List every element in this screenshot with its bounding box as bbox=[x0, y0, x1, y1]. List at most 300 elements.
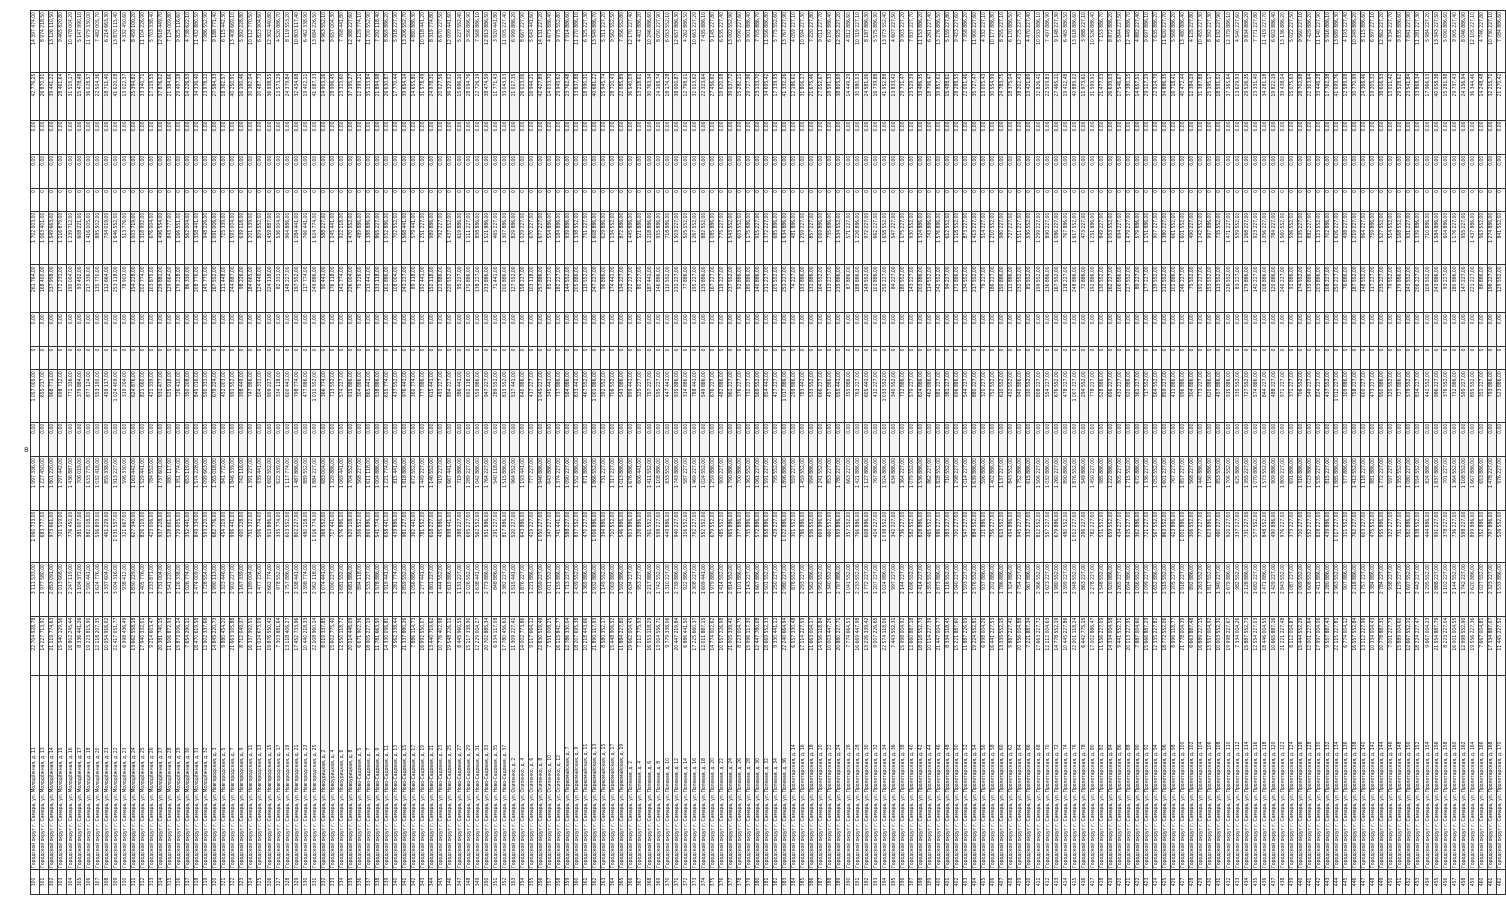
value-cell: 0,00 bbox=[248, 422, 257, 456]
table-row bbox=[1451, 11, 1460, 895]
value-cell: 0 bbox=[1008, 188, 1017, 211]
value-cell: 0,00 bbox=[1388, 154, 1397, 188]
value-cell: 0,00 bbox=[899, 313, 908, 347]
value-cell: 0 bbox=[555, 188, 564, 211]
value-cell: 0,00 bbox=[1478, 313, 1487, 347]
value-cell: 0,00 bbox=[94, 313, 103, 347]
value-cell: 2 888 227,00 bbox=[1433, 563, 1442, 617]
value-cell: 0,00 bbox=[239, 120, 248, 154]
value-cell: 1 639 886,00 bbox=[971, 457, 980, 511]
value-cell: 0,00 bbox=[320, 154, 329, 188]
value-cell: 606 441,00 bbox=[637, 457, 646, 511]
value-cell: 30 770,99 bbox=[1351, 72, 1360, 120]
value-cell: 92 886,00 bbox=[736, 265, 745, 313]
address-cell: Городской округ г. Самара, ул. Пролетарская, д. 62 bbox=[1008, 676, 1017, 870]
table-row bbox=[139, 11, 148, 895]
value-cell: 477 886,00 bbox=[302, 370, 311, 422]
table-row bbox=[1026, 11, 1035, 895]
value-cell: 1 004 886,00 bbox=[374, 457, 383, 511]
row-number-cell: 305 bbox=[76, 869, 85, 894]
value-cell: 0,00 bbox=[157, 154, 166, 188]
value-cell: 1 012 227,00 bbox=[1333, 370, 1342, 422]
value-cell: 2 442 227,00 bbox=[1415, 563, 1424, 617]
value-cell: 0,00 bbox=[356, 120, 365, 154]
value-cell: 8 223 227,04 bbox=[1442, 616, 1451, 675]
value-cell: 1 260 227,00 bbox=[1053, 457, 1062, 511]
value-cell: 0 bbox=[1279, 347, 1288, 370]
value-cell: 0,00 bbox=[573, 154, 582, 188]
table-row bbox=[1424, 11, 1433, 895]
value-cell: 0 bbox=[971, 188, 980, 211]
row-number-cell: 423 bbox=[1143, 869, 1152, 894]
value-cell: 6 334 117,08 bbox=[492, 616, 501, 675]
row-number-cell: 320 bbox=[211, 869, 220, 894]
value-cell: 473 227,00 bbox=[1369, 370, 1378, 422]
value-cell: 21 890 117,93 bbox=[591, 616, 600, 675]
value-cell: 2 533 227,00 bbox=[365, 563, 374, 617]
value-cell: 29 528,62 bbox=[1397, 72, 1406, 120]
value-cell: 22 240 664,94 bbox=[781, 616, 790, 675]
value-cell: 0 bbox=[591, 347, 600, 370]
value-cell: 498 227,00 bbox=[1342, 211, 1351, 265]
value-cell: 0,00 bbox=[266, 120, 275, 154]
value-cell: 0,00 bbox=[365, 313, 374, 347]
value-cell: 653 119,00 bbox=[184, 457, 193, 511]
value-cell: 0,00 bbox=[1152, 154, 1161, 188]
value-cell: 488 227,00 bbox=[1270, 370, 1279, 422]
value-cell: 751 332,00 bbox=[248, 510, 257, 562]
table-row bbox=[184, 11, 193, 895]
value-cell: 5 984 227,20 bbox=[1424, 11, 1433, 73]
value-cell: 0 bbox=[546, 188, 555, 211]
value-cell: 0,00 bbox=[646, 422, 655, 456]
value-cell: 1 323 552,00 bbox=[1315, 211, 1324, 265]
value-cell: 42 427,89 bbox=[537, 72, 546, 120]
value-cell: 340 552,00 bbox=[890, 370, 899, 422]
value-cell: 0 bbox=[438, 347, 447, 370]
value-cell: 544 227,00 bbox=[962, 370, 971, 422]
table-row bbox=[1261, 11, 1270, 895]
value-cell: 1 356 227,00 bbox=[1261, 211, 1270, 265]
value-cell: 1 506 227,00 bbox=[1035, 457, 1044, 511]
row-number-cell: 415 bbox=[1071, 869, 1080, 894]
value-cell: 14 845 220,73 bbox=[211, 616, 220, 675]
value-cell: 0,00 bbox=[293, 120, 302, 154]
row-number-cell: 455 bbox=[1433, 869, 1442, 894]
value-cell: 0 bbox=[1080, 188, 1089, 211]
value-cell: 1 374 227,00 bbox=[555, 457, 564, 511]
value-cell: 0 bbox=[1098, 347, 1107, 370]
value-cell: 0,00 bbox=[1315, 120, 1324, 154]
table-row bbox=[501, 11, 510, 895]
value-cell: 1 168 227,00 bbox=[1243, 211, 1252, 265]
value-cell: 0,00 bbox=[1098, 120, 1107, 154]
value-cell: 0 bbox=[401, 188, 410, 211]
value-cell: 1 069 886,00 bbox=[818, 211, 827, 265]
value-cell: 634 886,00 bbox=[890, 457, 899, 511]
value-cell: 0 bbox=[1433, 347, 1442, 370]
value-cell: 553 190,00 bbox=[94, 370, 103, 422]
value-cell: 826 119,00 bbox=[139, 510, 148, 562]
value-cell: 32 826,41 bbox=[1035, 72, 1044, 120]
value-cell: 205 886,00 bbox=[573, 265, 582, 313]
value-cell: 1 772 227,00 bbox=[1378, 457, 1387, 511]
value-cell: 247 227,00 bbox=[591, 265, 600, 313]
address-cell: Городской округ г. Самара, ул. Осипенко, д. 6 bbox=[528, 676, 537, 870]
value-cell: 0,00 bbox=[863, 422, 872, 456]
value-cell: 0,00 bbox=[202, 120, 211, 154]
value-cell: 0,00 bbox=[1469, 120, 1478, 154]
value-cell: 7 356 552,80 bbox=[619, 11, 628, 73]
value-cell: 0,00 bbox=[1424, 422, 1433, 456]
row-number-cell: 360 bbox=[573, 869, 582, 894]
value-cell: 919 227,00 bbox=[438, 457, 447, 511]
value-cell: 10 334 004,43 bbox=[1369, 616, 1378, 675]
value-cell: 0,00 bbox=[754, 422, 763, 456]
value-cell: 938 227,00 bbox=[1388, 563, 1397, 617]
value-cell: 0,00 bbox=[130, 422, 139, 456]
address-cell: Городской округ г. Самара, ул. Ново-Садовая, д. 29 bbox=[465, 676, 474, 870]
value-cell: 34 695,42 bbox=[763, 72, 772, 120]
value-cell: 0,00 bbox=[962, 422, 971, 456]
value-cell: 903 886,00 bbox=[628, 510, 637, 562]
value-cell: 11 700 552,90 bbox=[365, 11, 374, 73]
value-cell: 582 552,00 bbox=[908, 510, 917, 562]
value-cell: 17 225 660,37 bbox=[691, 616, 700, 675]
value-cell: 10 249 886,20 bbox=[1351, 11, 1360, 73]
value-cell: 0,00 bbox=[980, 313, 989, 347]
value-cell: 217 336,00 bbox=[85, 265, 94, 313]
value-cell: 0 bbox=[863, 347, 872, 370]
value-cell: 0 bbox=[347, 347, 356, 370]
value-cell: 514 227,00 bbox=[980, 211, 989, 265]
value-cell: 0,00 bbox=[763, 313, 772, 347]
value-cell: 0,00 bbox=[1161, 154, 1170, 188]
value-cell: 0,00 bbox=[1044, 120, 1053, 154]
value-cell: 0,00 bbox=[1243, 154, 1252, 188]
value-cell: 124 446,00 bbox=[257, 265, 266, 313]
value-cell: 335 774,00 bbox=[275, 510, 284, 562]
value-cell: 22 504,36 bbox=[94, 72, 103, 120]
value-cell: 11 419 227,70 bbox=[1261, 11, 1270, 73]
address-cell: Городской округ г. Самара, ул. Молодёжная, д. 11 bbox=[31, 676, 40, 870]
value-cell: 996 886,00 bbox=[1179, 370, 1188, 422]
value-cell: 0,00 bbox=[139, 313, 148, 347]
value-cell: 1 329 886,00 bbox=[329, 457, 338, 511]
value-cell: 10 440 218,33 bbox=[302, 616, 311, 675]
value-cell: 0,00 bbox=[664, 120, 673, 154]
row-number-cell: 401 bbox=[944, 869, 953, 894]
value-cell: 41 087,33 bbox=[311, 72, 320, 120]
value-cell: 0,00 bbox=[329, 422, 338, 456]
value-cell: 0,00 bbox=[121, 422, 130, 456]
value-cell: 0,00 bbox=[537, 313, 546, 347]
value-cell: 0 bbox=[980, 347, 989, 370]
value-cell: 361 227,00 bbox=[1134, 370, 1143, 422]
value-cell: 0,00 bbox=[971, 154, 980, 188]
value-cell: 0,00 bbox=[999, 120, 1008, 154]
value-cell: 848 552,00 bbox=[1261, 510, 1270, 562]
row-number-cell: 364 bbox=[610, 869, 619, 894]
value-cell: 0 bbox=[483, 188, 492, 211]
value-cell: 7 986 552,90 bbox=[202, 11, 211, 73]
value-cell: 0,00 bbox=[1261, 154, 1270, 188]
value-cell: 0,00 bbox=[1288, 154, 1297, 188]
value-cell: 0,00 bbox=[564, 154, 573, 188]
value-cell: 7 221 887,34 bbox=[1026, 616, 1035, 675]
value-cell: 0,00 bbox=[582, 120, 591, 154]
value-cell: 937 886,00 bbox=[980, 563, 989, 617]
value-cell: 0,00 bbox=[1035, 154, 1044, 188]
value-cell: 0,00 bbox=[112, 120, 121, 154]
value-cell: 0 bbox=[85, 188, 94, 211]
value-cell: 20 556 004,88 bbox=[1017, 616, 1026, 675]
value-cell: 0,00 bbox=[1415, 120, 1424, 154]
value-cell: 0 bbox=[673, 347, 682, 370]
value-cell: 598 227,00 bbox=[1460, 510, 1469, 562]
row-number-cell: 328 bbox=[284, 869, 293, 894]
value-cell: 10 003 447,26 bbox=[827, 616, 836, 675]
row-number-cell: 456 bbox=[1442, 869, 1451, 894]
value-cell: 0,00 bbox=[763, 422, 772, 456]
value-cell: 0,00 bbox=[112, 422, 121, 456]
value-cell: 1 786 886,00 bbox=[999, 563, 1008, 617]
value-cell: 299 886,00 bbox=[790, 370, 799, 422]
value-cell: 1 364 552,00 bbox=[1451, 457, 1460, 511]
table-row bbox=[1008, 11, 1017, 895]
value-cell: 255 227,00 bbox=[881, 265, 890, 313]
value-cell: 547 227,00 bbox=[962, 510, 971, 562]
value-cell: 0,00 bbox=[239, 422, 248, 456]
value-cell: 1 226 886,00 bbox=[854, 211, 863, 265]
row-number-cell: 370 bbox=[664, 869, 673, 894]
value-cell: 1 896 886,00 bbox=[781, 457, 790, 511]
row-number-cell: 436 bbox=[1261, 869, 1270, 894]
value-cell: 33 043,03 bbox=[501, 72, 510, 120]
value-cell: 0,00 bbox=[356, 422, 365, 456]
address-cell: Городской округ г. Самара, ул. Молодёжная, д. 27 bbox=[157, 676, 166, 870]
value-cell: 0 bbox=[564, 188, 573, 211]
value-cell: 322 227,00 bbox=[1388, 510, 1397, 562]
value-cell: 0,00 bbox=[302, 120, 311, 154]
value-cell: 1 391 227,00 bbox=[248, 457, 257, 511]
table-row bbox=[1469, 11, 1478, 895]
value-cell: 11 620 227,70 bbox=[1161, 11, 1170, 73]
value-cell: 1 363 552,00 bbox=[745, 457, 754, 511]
value-cell: 0,00 bbox=[1044, 154, 1053, 188]
value-cell: 16 802 245,44 bbox=[67, 616, 76, 675]
value-cell: 381 227,00 bbox=[944, 370, 953, 422]
value-cell: 16 944,21 bbox=[528, 72, 537, 120]
value-cell: 0 bbox=[1225, 188, 1234, 211]
value-cell: 0 bbox=[1044, 188, 1053, 211]
value-cell: 0,00 bbox=[691, 422, 700, 456]
value-cell: 0,00 bbox=[148, 313, 157, 347]
table-row bbox=[1017, 11, 1026, 895]
value-cell: 0 bbox=[1107, 188, 1116, 211]
value-cell: 0,00 bbox=[67, 154, 76, 188]
value-cell: 752 552,00 bbox=[989, 370, 998, 422]
address-cell: Городской округ г. Самара, ул. Полевая, д. 28 bbox=[745, 676, 754, 870]
value-cell: 1 017 227,00 bbox=[1333, 510, 1342, 562]
value-cell: 0,00 bbox=[1342, 154, 1351, 188]
value-cell: 1 324 886,00 bbox=[1008, 563, 1017, 617]
address-cell: Городской округ г. Самара, ул. Новоурицкая, д. 6 bbox=[338, 676, 347, 870]
table-row bbox=[872, 11, 881, 895]
value-cell: 19 224 552,81 bbox=[971, 616, 980, 675]
value-cell: 700 227,00 bbox=[953, 510, 962, 562]
value-cell: 1 866 552,00 bbox=[591, 457, 600, 511]
value-cell: 15 696,10 bbox=[456, 72, 465, 120]
value-cell: 17 663 227,72 bbox=[1035, 616, 1044, 675]
value-cell: 0 bbox=[1134, 347, 1143, 370]
value-cell: 0 bbox=[166, 188, 175, 211]
value-cell: 0,00 bbox=[1071, 120, 1080, 154]
value-cell: 16 115 842,77 bbox=[555, 616, 564, 675]
value-cell: 0 bbox=[1216, 188, 1225, 211]
value-cell: 1 151 886,00 bbox=[1143, 211, 1152, 265]
value-cell: 0 bbox=[85, 347, 94, 370]
value-cell: 961 227,00 bbox=[727, 370, 736, 422]
value-cell: 33 340,71 bbox=[139, 72, 148, 120]
value-cell: 0,00 bbox=[809, 422, 818, 456]
value-cell: 101 886,00 bbox=[1170, 265, 1179, 313]
value-cell: 920 227,00 bbox=[1225, 510, 1234, 562]
value-cell: 0 bbox=[818, 188, 827, 211]
value-cell: 576 886,00 bbox=[338, 510, 347, 562]
value-cell: 1 023 886,00 bbox=[1306, 457, 1315, 511]
value-cell: 250 227,00 bbox=[1333, 265, 1342, 313]
value-cell: 180 886,00 bbox=[745, 265, 754, 313]
value-cell: 0 bbox=[175, 347, 184, 370]
value-cell: 931 477,00 bbox=[157, 370, 166, 422]
value-cell: 20 778 887,31 bbox=[1378, 616, 1387, 675]
value-cell: 1 444 552,00 bbox=[438, 563, 447, 617]
value-cell: 0,00 bbox=[456, 120, 465, 154]
value-cell: 0 bbox=[727, 188, 736, 211]
table-row bbox=[1189, 11, 1198, 895]
address-cell: Городской округ г. Самара, ул. Ново-Садовая, д. 37 bbox=[501, 676, 510, 870]
value-cell: 766 441,00 bbox=[302, 211, 311, 265]
row-number-cell: 457 bbox=[1451, 869, 1460, 894]
value-cell: 419 227,00 bbox=[528, 510, 537, 562]
table-row bbox=[1080, 11, 1089, 895]
value-cell: 848 886,00 bbox=[492, 563, 501, 617]
value-cell: 0,00 bbox=[1116, 313, 1125, 347]
value-cell: 21 663 105,88 bbox=[230, 616, 239, 675]
value-cell: 1 611 118,00 bbox=[365, 457, 374, 511]
value-cell: 732 227,00 bbox=[745, 370, 754, 422]
value-cell: 0,00 bbox=[1315, 154, 1324, 188]
value-cell: 0 bbox=[926, 347, 935, 370]
value-cell: 1 280 886,00 bbox=[1324, 563, 1333, 617]
table-row bbox=[58, 11, 67, 895]
value-cell: 0,00 bbox=[220, 313, 229, 347]
value-cell: 0,00 bbox=[356, 154, 365, 188]
value-cell: 0,00 bbox=[727, 120, 736, 154]
value-cell: 0 bbox=[1388, 188, 1397, 211]
value-cell: 362 886,00 bbox=[1134, 510, 1143, 562]
value-cell: 0 bbox=[809, 347, 818, 370]
value-cell: 21 778 004,39 bbox=[1179, 616, 1188, 675]
value-cell: 0,00 bbox=[1487, 313, 1496, 347]
value-cell: 0,00 bbox=[1460, 313, 1469, 347]
value-cell: 0,00 bbox=[1451, 313, 1460, 347]
value-cell: 0 bbox=[193, 347, 202, 370]
value-cell: 41 099,76 bbox=[1333, 72, 1342, 120]
value-cell: 0 bbox=[890, 347, 899, 370]
value-cell: 543 886,00 bbox=[619, 370, 628, 422]
value-cell: 0,00 bbox=[926, 120, 935, 154]
value-cell: 18 470 619,58 bbox=[193, 616, 202, 675]
row-number-cell: 449 bbox=[1378, 869, 1387, 894]
value-cell: 0,00 bbox=[1288, 313, 1297, 347]
value-cell: 144 552,00 bbox=[564, 265, 573, 313]
value-cell: 1 638 441,00 bbox=[474, 563, 483, 617]
value-cell: 0 bbox=[1442, 188, 1451, 211]
value-cell: 490 886,00 bbox=[1270, 510, 1279, 562]
value-cell: 355 886,00 bbox=[845, 370, 854, 422]
value-cell: 0,00 bbox=[1378, 154, 1387, 188]
row-number-cell: 379 bbox=[745, 869, 754, 894]
value-cell: 18 990,31 bbox=[582, 72, 591, 120]
value-cell: 0 bbox=[718, 347, 727, 370]
value-cell: 3 920 441,80 bbox=[492, 11, 501, 73]
value-cell: 449 886,00 bbox=[664, 510, 673, 562]
value-cell: 0 bbox=[248, 188, 257, 211]
address-cell: Городской округ г. Самара, ул. Пролетарская, д. 34 bbox=[881, 676, 890, 870]
value-cell: 0,00 bbox=[1080, 120, 1089, 154]
value-cell: 0,00 bbox=[537, 154, 546, 188]
value-cell: 0,00 bbox=[989, 120, 998, 154]
value-cell: 0 bbox=[854, 347, 863, 370]
value-cell: 11 887 226,09 bbox=[962, 616, 971, 675]
value-cell: 131 886,00 bbox=[809, 265, 818, 313]
value-cell: 1 445 886,00 bbox=[628, 211, 637, 265]
value-cell: 792 227,00 bbox=[438, 211, 447, 265]
value-cell: 12 399,21 bbox=[356, 72, 365, 120]
value-cell: 0,00 bbox=[175, 120, 184, 154]
value-cell: 0,00 bbox=[790, 120, 799, 154]
value-cell: 627 340,00 bbox=[130, 510, 139, 562]
address-cell: Городской округ г. Самара, ул. Ново-Садовая, д. 17 bbox=[410, 676, 419, 870]
row-number-cell: 355 bbox=[528, 869, 537, 894]
table-row bbox=[691, 11, 700, 895]
value-cell: 1 413 227,00 bbox=[971, 211, 980, 265]
value-cell: 0,00 bbox=[501, 422, 510, 456]
value-cell: 0,00 bbox=[1207, 313, 1216, 347]
table-row bbox=[1397, 11, 1406, 895]
value-cell: 767 886,00 bbox=[1062, 211, 1071, 265]
value-cell: 0,00 bbox=[1261, 120, 1270, 154]
row-number-cell: 399 bbox=[926, 869, 935, 894]
row-number-cell: 342 bbox=[410, 869, 419, 894]
value-cell: 0 bbox=[31, 347, 40, 370]
value-cell: 11 024 673,09 bbox=[257, 616, 266, 675]
row-number-cell: 307 bbox=[94, 869, 103, 894]
row-number-cell: 362 bbox=[591, 869, 600, 894]
value-cell: 187 441,00 bbox=[646, 265, 655, 313]
row-number-cell: 363 bbox=[600, 869, 609, 894]
value-cell: 1 175 227,00 bbox=[899, 211, 908, 265]
value-cell: 882 227,00 bbox=[1306, 211, 1315, 265]
value-cell: 22 726,19 bbox=[474, 72, 483, 120]
value-cell: 0,00 bbox=[546, 154, 555, 188]
value-cell: 0,00 bbox=[600, 120, 609, 154]
table-row bbox=[700, 11, 709, 895]
value-cell: 0,00 bbox=[1189, 120, 1198, 154]
value-cell: 600 441,00 bbox=[284, 370, 293, 422]
